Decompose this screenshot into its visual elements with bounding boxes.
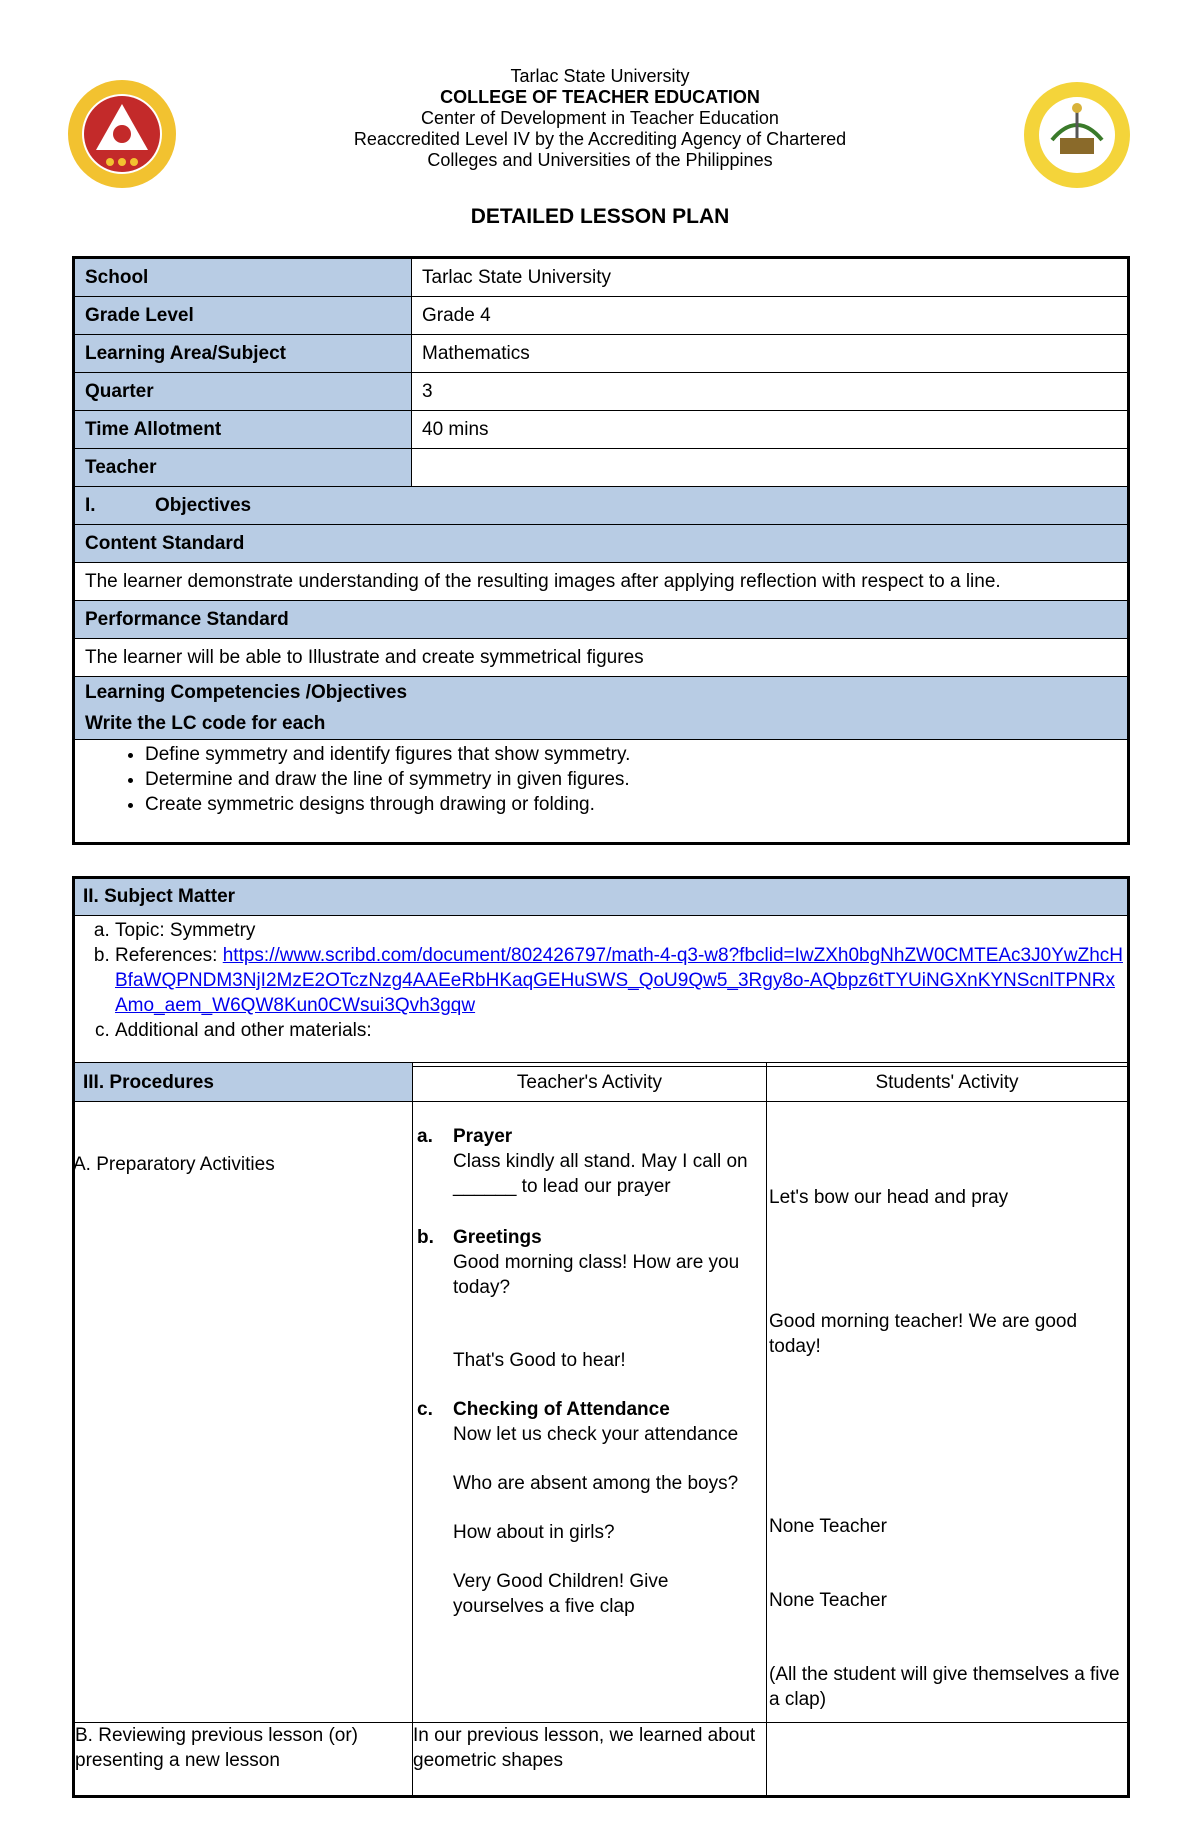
content-standard-label: Content Standard [74,525,1129,563]
subject-matter-table [72,876,1130,1067]
topic-item: a. Topic: Symmetry [115,918,1127,943]
grade-label: Grade Level [74,297,412,335]
attendance-text: Now let us check your attendance [453,1424,739,1445]
preparatory-row [74,1102,1129,1723]
subject-label: Learning Area/Subject [74,335,412,373]
quarter-value: 3 [412,373,1129,411]
attendance-step [417,1397,762,1619]
time-value: 40 mins [412,411,1129,449]
girls-response: None Teacher [769,1590,887,1611]
boys-response: None Teacher [769,1516,887,1537]
performance-standard-text: The learner will be able to Illustrate and create symmetrical figures [74,639,1129,677]
review-row [74,1723,1129,1797]
objectives-heading [74,487,1129,525]
document-header [0,66,1200,171]
teacher-activity-heading: Teacher's Activity [413,1063,767,1102]
accreditation-line-2: Colleges and Universities of the Philippines [427,150,773,170]
boys-question: Who are absent among the boys? [453,1473,739,1494]
competencies-sub: Write the LC code for each [85,713,326,734]
prayer-response: Let's bow our head and pray [769,1187,1009,1208]
competencies-heading [74,677,1129,740]
references-link[interactable]: https://www.scribd.com/document/802426797/math-4-q3-w8?fbclid=IwZXh0bgNhZW0CMTEAc3J0YwZhcHBfaWQPNDM3NjI2MzE2OTczNzg4AAEeRbHKaqGEHuSWS_QoU9Qw5_3Rgy8o-AQbpz6tTYUiNGXnKYNScnlTPNRxAmo_aem_W6QW8Kun0CWsui3Qvh3gqw [115,945,1123,1016]
subject-matter-heading: II. Subject Matter [74,878,1129,916]
references-item [115,943,1127,1018]
subject-value: Mathematics [412,335,1129,373]
additional-item: c. Additional and other materials: [115,1018,1127,1043]
students-activity-heading: Students' Activity [767,1063,1129,1102]
greetings-title: Greetings [453,1227,542,1248]
content-standard-text: The learner demonstrate understanding of the resulting images after applying reflection with respect to a line. [74,563,1129,601]
page-title: DETAILED LESSON PLAN [470,205,730,228]
greetings-response: Good morning teacher! We are good today! [769,1311,1078,1357]
performance-standard-label: Performance Standard [74,601,1129,639]
teacher-label: Teacher [74,449,412,487]
competencies-label: Learning Competencies /Objectives [85,682,408,703]
competency-item: • Define symmetry and identify figures that show symmetry. [145,742,1117,767]
teacher-steps [417,1124,762,1619]
review-text: In our previous lesson, we learned about geometric shapes [413,1723,767,1797]
accreditation-line-1: Reaccredited Level IV by the Accrediting Agency of Chartered [353,129,847,149]
teacher-activity-cell [413,1102,767,1723]
students-activity-cell [767,1102,1129,1723]
school-label: School [74,258,412,297]
objectives-num: I. [85,494,96,516]
teacher-value [412,449,1129,487]
competency-item: • Determine and draw the line of symmetry in given figures. [145,767,1117,792]
objectives-title: Objectives [155,494,252,516]
review-label: B. Reviewing previous lesson (or) presenting a new lesson [74,1723,413,1797]
prayer-marker: a. [417,1126,433,1147]
university-name: Tarlac State University [510,66,690,86]
review-student-cell [767,1723,1129,1797]
time-label: Time Allotment [74,411,412,449]
greetings-marker: b. [417,1227,434,1248]
preparatory-label: A. Preparatory Activities [73,1154,275,1175]
subject-matter-list [75,918,1127,1043]
prayer-title: Prayer [453,1126,513,1147]
competencies-list [85,742,1117,817]
greetings-step [417,1225,762,1373]
procedures-table [72,1062,1130,1798]
girls-question: How about in girls? [453,1522,615,1543]
grade-value: Grade 4 [412,297,1129,335]
competencies-list-cell [74,740,1129,844]
prayer-text: Class kindly all stand. May I call on ______ to lead our prayer [453,1151,748,1197]
references-label: References: [115,945,223,966]
college-name: COLLEGE OF TEACHER EDUCATION [440,87,760,107]
clap-response: (All the student will give themselves a five a clap) [769,1664,1120,1710]
greetings-text: Good morning class! How are you today? [453,1252,740,1298]
greetings-reply: That's Good to hear! [453,1350,626,1371]
clap-instruction: Very Good Children! Give yourselves a five clap [453,1571,669,1617]
procedures-heading: III. Procedures [74,1063,413,1102]
attendance-marker: c. [417,1399,433,1420]
info-objectives-table [72,256,1130,845]
preparatory-label-cell [74,1102,413,1723]
school-value: Tarlac State University [412,258,1129,297]
prayer-step [417,1124,762,1199]
attendance-title: Checking of Attendance [453,1399,670,1420]
center-line: Center of Development in Teacher Education [421,108,779,128]
quarter-label: Quarter [74,373,412,411]
competency-item: • Create symmetric designs through drawing or folding. [145,792,1117,817]
subject-matter-body [74,916,1129,1067]
